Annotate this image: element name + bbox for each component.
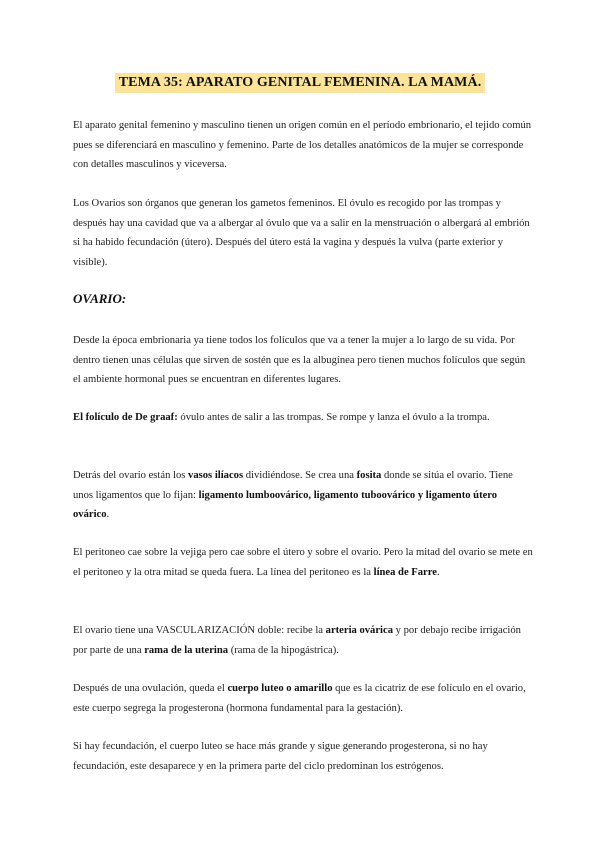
text-segment: (rama de la hipogástrica). bbox=[228, 644, 339, 656]
text-segment: . bbox=[106, 509, 110, 521]
paragraph-de-graaf bbox=[73, 408, 533, 428]
paragraph-fecundacion: Si hay fecundación, el cuerpo luteo se hace más grande y sigue generando progesterona, si no hay fecundación, este desaparece y en la primera parte del ciclo predominan los estrógenos. bbox=[73, 741, 488, 772]
term-arteria-ovarica: arteria ovárica bbox=[325, 625, 393, 636]
text-segment: que es la cicatriz de ese folículo en el ovario, este cuerpo segrega la progesterona (hormona fundamental para la gestación). bbox=[73, 683, 526, 714]
text-segment: Después de una ovulación, queda el bbox=[73, 683, 228, 694]
text-segment: Detrás del ovario están los bbox=[73, 470, 189, 481]
text-segment: El ovario tiene una VASCULARIZACIÓN doble: recibe la bbox=[73, 625, 326, 636]
document-title: TEMA 35: APARATO GENITAL FEMENINA. LA MAMÁ. bbox=[115, 73, 486, 93]
paragraph-cuerpo-luteo bbox=[73, 679, 533, 718]
text-segment: El peritoneo cae sobre la vejiga pero cae sobre el útero y sobre el ovario. Pero la mitad del ovario se mete en el peritoneo y la otra mitad se queda fuera. La línea del peritoneo es la bbox=[73, 547, 533, 578]
paragraph-peritoneo bbox=[73, 543, 533, 582]
text-segment: donde se sitúa el ovario. Tiene unos ligamentos que lo fijan: bbox=[73, 470, 513, 501]
term-rama-uterina: rama de la uterina bbox=[144, 644, 229, 656]
text-segment: óvulo antes de salir a las trompas. Se rompe y lanza el óvulo a la trompa. bbox=[177, 412, 490, 423]
term-fosita: fosita bbox=[356, 470, 382, 481]
paragraph-foliculos: Desde la época embrionaria ya tiene todos los folículos que va a tener la mujer a lo largo de su vida. Por dentro tienen unas células que sirven de sostén que es la albugínea pero tienen muchos folículos que según el ambiente hormonal pues se encuentran en diferentes lugares. bbox=[73, 335, 526, 386]
paragraph-ligamentos bbox=[73, 466, 533, 525]
paragraph-origen: El aparato genital femenino y masculino tienen un origen común en el período embrionario, el tejido común pues se diferenciará en masculino y femenino. Parte de los detalles anatómicos de la mujer se corresponde con detalles masculinos y viceversa. bbox=[73, 120, 532, 171]
title-wrapper bbox=[0, 73, 600, 93]
section-heading-ovario: OVARIO: bbox=[73, 291, 127, 306]
paragraph-vascularizacion bbox=[73, 621, 533, 660]
term-ligamentos: ligamento lumboovárico, ligamento tuboovárico y ligamento útero ovárico bbox=[73, 489, 498, 521]
term-cuerpo-luteo: cuerpo luteo o amarillo bbox=[227, 683, 333, 694]
term-foliculo-de-graaf: El folículo de De graaf: bbox=[73, 412, 178, 423]
term-vasos-iliacos: vasos ilíacos bbox=[188, 470, 244, 481]
text-segment: y por debajo recibe irrigación por parte de una bbox=[73, 625, 521, 656]
term-linea-de-farre: línea de Farre bbox=[373, 566, 437, 578]
text-segment: dividiéndose. Se crea una bbox=[243, 470, 357, 481]
paragraph-ovarios-intro: Los Ovarios son órganos que generan los gametos femeninos. El óvulo es recogido por las trompas y después hay una cavidad que va a albergar al óvulo que va a salir en la menstruación o albergará al embrión si ha habido fecundación (útero). Después del útero está la vagina y después la vulva (parte exterior y visible). bbox=[73, 198, 530, 268]
text-segment: . bbox=[436, 566, 440, 578]
